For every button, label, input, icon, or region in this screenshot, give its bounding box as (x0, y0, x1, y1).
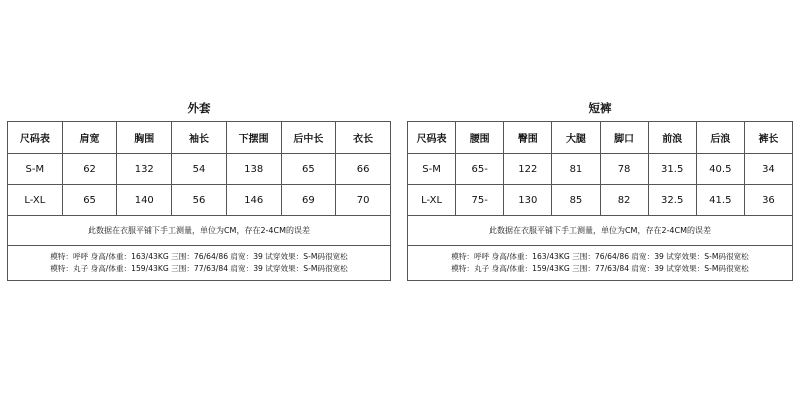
table-cell: 130 (504, 185, 552, 216)
header-cell: 臀围 (504, 122, 552, 154)
table-cell: S-M (8, 154, 63, 185)
header-cell: 袖长 (172, 122, 227, 154)
jacket-size-table (7, 121, 391, 281)
table-cell: L-XL (8, 185, 63, 216)
header-cell: 脚口 (600, 122, 648, 154)
note-row (408, 216, 793, 246)
header-cell: 肩宽 (62, 122, 117, 154)
note-row (8, 216, 391, 246)
header-cell: 后中长 (281, 122, 336, 154)
header-cell: 衣长 (336, 122, 391, 154)
table-cell: 41.5 (696, 185, 744, 216)
table-cell: 54 (172, 154, 227, 185)
model-line: 模特：丸子 身高/体重：159/43KG 三围：77/63/84 肩宽：39 试穿效果：S-M码很宽松 (451, 264, 749, 273)
jacket-title: 外套 (187, 101, 211, 115)
table-cell: 146 (226, 185, 281, 216)
header-cell: 尺码表 (408, 122, 456, 154)
table-cell: 34 (744, 154, 792, 185)
table-cell: 85 (552, 185, 600, 216)
header-cell: 尺码表 (8, 122, 63, 154)
table-cell: S-M (408, 154, 456, 185)
table-cell: 36 (744, 185, 792, 216)
table-cell: 66 (336, 154, 391, 185)
table-cell: 78 (600, 154, 648, 185)
model-line: 模特：呼呼 身高/体重：163/43KG 三围：76/64/86 肩宽：39 试穿效果：S-M码很宽松 (451, 252, 749, 261)
model-line: 模特：呼呼 身高/体重：163/43KG 三围：76/64/86 肩宽：39 试穿效果：S-M码很宽松 (50, 252, 348, 261)
shorts-size-table (407, 121, 793, 281)
measurement-note: 此数据在衣服平铺下手工测量，单位为CM，存在2-4CM的误差 (8, 216, 391, 246)
header-cell: 胸围 (117, 122, 172, 154)
table-cell: 69 (281, 185, 336, 216)
model-info (408, 246, 793, 281)
header-cell: 大腿 (552, 122, 600, 154)
table-cell: 82 (600, 185, 648, 216)
table-cell: 32.5 (648, 185, 696, 216)
model-line: 模特：丸子 身高/体重：159/43KG 三围：77/63/84 肩宽：39 试穿效果：S-M码很宽松 (50, 264, 348, 273)
header-cell: 前浪 (648, 122, 696, 154)
table-cell: 122 (504, 154, 552, 185)
models-row (8, 246, 391, 281)
models-row (408, 246, 793, 281)
table-row (8, 154, 391, 185)
table-header-row (408, 122, 793, 154)
header-cell: 后浪 (696, 122, 744, 154)
table-cell: 138 (226, 154, 281, 185)
shorts-size-chart (407, 98, 793, 281)
jacket-size-chart (7, 98, 391, 281)
table-header-row (8, 122, 391, 154)
table-cell: 140 (117, 185, 172, 216)
model-info (8, 246, 391, 281)
table-cell: 31.5 (648, 154, 696, 185)
table-cell: 81 (552, 154, 600, 185)
table-row (408, 185, 793, 216)
table-row (408, 154, 793, 185)
table-cell: 65 (62, 185, 117, 216)
shorts-title: 短裤 (588, 101, 612, 115)
table-cell: 40.5 (696, 154, 744, 185)
table-cell: 132 (117, 154, 172, 185)
header-cell: 腰围 (456, 122, 504, 154)
measurement-note: 此数据在衣服平铺下手工测量，单位为CM，存在2-4CM的误差 (408, 216, 793, 246)
table-cell: 65- (456, 154, 504, 185)
header-cell: 裤长 (744, 122, 792, 154)
table-cell: L-XL (408, 185, 456, 216)
table-cell: 62 (62, 154, 117, 185)
header-cell: 下摆围 (226, 122, 281, 154)
table-cell: 75- (456, 185, 504, 216)
table-cell: 70 (336, 185, 391, 216)
table-row (8, 185, 391, 216)
table-cell: 65 (281, 154, 336, 185)
table-cell: 56 (172, 185, 227, 216)
